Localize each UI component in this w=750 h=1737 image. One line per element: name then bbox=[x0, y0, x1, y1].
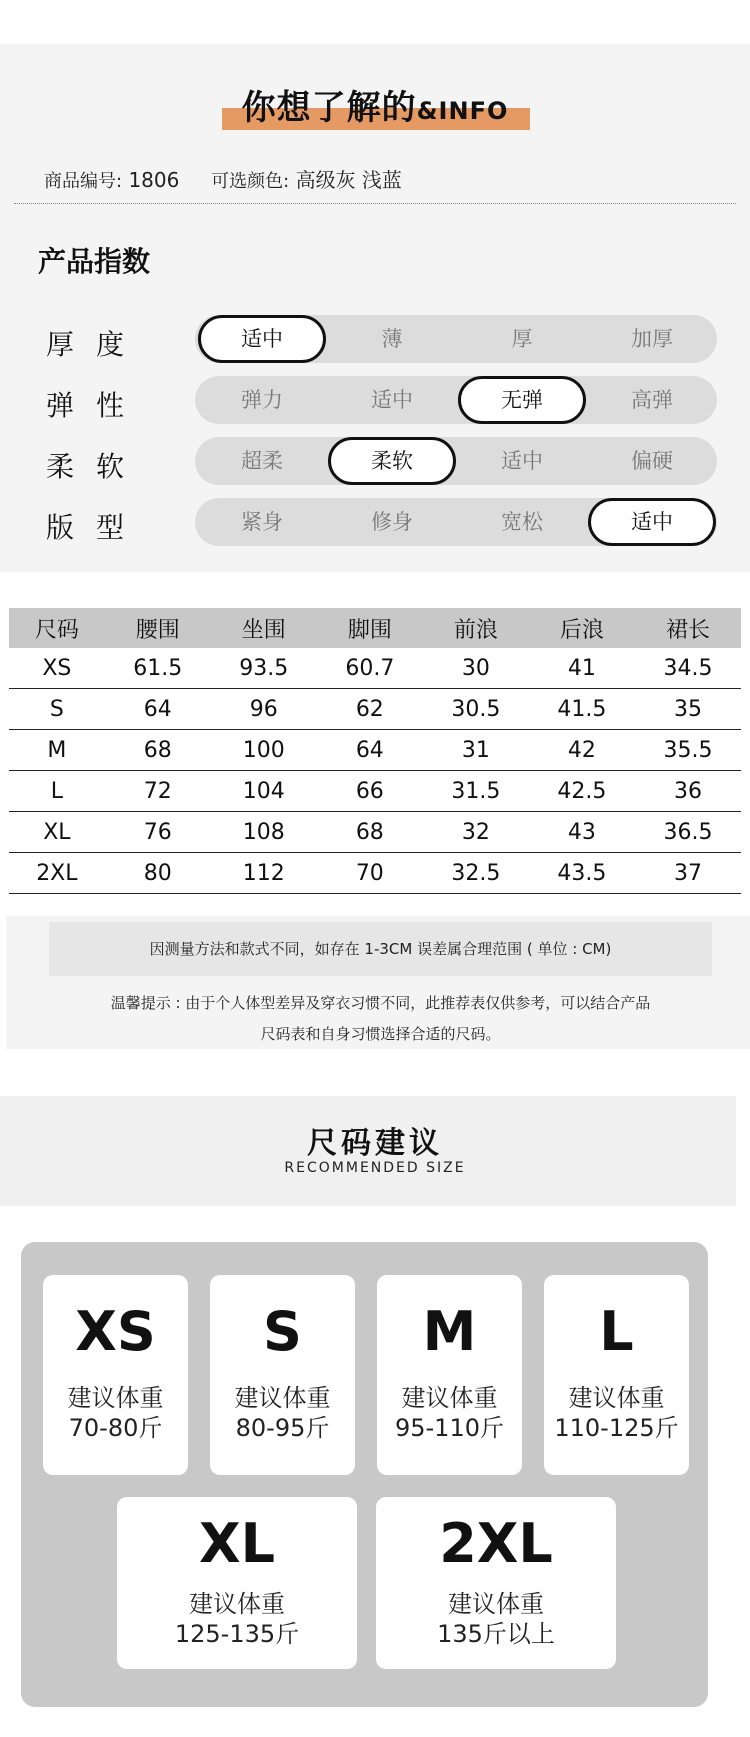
colors-label: 可选颜色: bbox=[211, 171, 290, 192]
index-row-label: 弹性 bbox=[46, 389, 147, 422]
table-cell: 66 bbox=[317, 771, 423, 812]
table-cell: 36.5 bbox=[635, 812, 741, 853]
size-card-size: XS bbox=[75, 1300, 156, 1363]
size-card-weight: 70-80斤 bbox=[68, 1414, 163, 1442]
size-card bbox=[376, 1497, 616, 1669]
table-header-row bbox=[9, 608, 741, 648]
table-row bbox=[9, 853, 741, 894]
table-cell: XS bbox=[9, 648, 105, 689]
size-card-size: L bbox=[599, 1300, 634, 1363]
table-row bbox=[9, 648, 741, 689]
table-cell: 32.5 bbox=[423, 853, 529, 894]
table-cell: 62 bbox=[317, 689, 423, 730]
table-cell: 61.5 bbox=[105, 648, 211, 689]
index-option: 适中 bbox=[198, 315, 326, 363]
index-track bbox=[195, 437, 717, 485]
title-en: &INFO bbox=[416, 97, 509, 125]
table-cell: 35 bbox=[635, 689, 741, 730]
index-option: 偏硬 bbox=[631, 449, 673, 473]
table-cell: S bbox=[9, 689, 105, 730]
table-row bbox=[9, 771, 741, 812]
size-card-label: 建议体重 bbox=[67, 1384, 164, 1412]
table-cell: 42.5 bbox=[529, 771, 635, 812]
index-option: 无弹 bbox=[458, 376, 586, 424]
table-cell: 34.5 bbox=[635, 648, 741, 689]
table-cell: 30.5 bbox=[423, 689, 529, 730]
index-row-label: 厚度 bbox=[46, 328, 147, 361]
size-card bbox=[117, 1497, 357, 1669]
size-card-size: S bbox=[263, 1300, 302, 1363]
size-card bbox=[544, 1275, 689, 1475]
index-option: 适中 bbox=[371, 388, 413, 412]
tip-line-2: 尺码表和自身习惯选择合适的尺码。 bbox=[260, 1025, 501, 1043]
index-option: 修身 bbox=[371, 510, 413, 534]
table-cell: 112 bbox=[211, 853, 317, 894]
index-row bbox=[0, 376, 750, 426]
index-title: 产品指数 bbox=[38, 245, 151, 278]
table-cell: 68 bbox=[105, 730, 211, 771]
table-header-cell: 后浪 bbox=[529, 608, 635, 648]
index-row bbox=[0, 437, 750, 487]
table-cell: 36 bbox=[635, 771, 741, 812]
table-header-cell: 腰围 bbox=[105, 608, 211, 648]
item-no: 1806 bbox=[128, 168, 180, 192]
size-card-label: 建议体重 bbox=[568, 1384, 665, 1412]
table-cell: 68 bbox=[317, 812, 423, 853]
size-card-label: 建议体重 bbox=[234, 1384, 331, 1412]
title-cn: 你想了解的 bbox=[241, 88, 417, 128]
size-card-label: 建议体重 bbox=[401, 1384, 498, 1412]
index-track bbox=[195, 315, 717, 363]
recommend-subtitle: RECOMMENDED SIZE bbox=[284, 1160, 466, 1176]
size-card-size: 2XL bbox=[439, 1512, 553, 1575]
size-card-weight: 110-125斤 bbox=[554, 1414, 679, 1442]
size-card bbox=[210, 1275, 355, 1475]
size-table bbox=[9, 608, 741, 894]
index-option: 加厚 bbox=[631, 327, 673, 351]
table-cell: 37 bbox=[635, 853, 741, 894]
table-header-cell: 前浪 bbox=[423, 608, 529, 648]
table-cell: 72 bbox=[105, 771, 211, 812]
recommend-title: 尺码建议 bbox=[307, 1126, 443, 1161]
index-option: 高弹 bbox=[631, 388, 673, 412]
table-header-cell: 脚围 bbox=[317, 608, 423, 648]
index-row bbox=[0, 315, 750, 365]
table-cell: L bbox=[9, 771, 105, 812]
index-option: 紧身 bbox=[241, 510, 283, 534]
table-header-cell: 尺码 bbox=[9, 608, 105, 648]
size-card-label: 建议体重 bbox=[448, 1590, 544, 1618]
size-card-label: 建议体重 bbox=[189, 1590, 285, 1618]
size-card-weight: 95-110斤 bbox=[394, 1414, 504, 1442]
table-cell: 108 bbox=[211, 812, 317, 853]
table-row bbox=[9, 812, 741, 853]
dotted-divider bbox=[14, 203, 736, 204]
index-track bbox=[195, 498, 717, 546]
table-cell: 2XL bbox=[9, 853, 105, 894]
index-option: 适中 bbox=[588, 498, 716, 546]
table-cell: 64 bbox=[317, 730, 423, 771]
size-card-weight: 80-95斤 bbox=[235, 1414, 330, 1442]
table-header-cell: 裙长 bbox=[635, 608, 741, 648]
table-cell: 80 bbox=[105, 853, 211, 894]
table-cell: 100 bbox=[211, 730, 317, 771]
table-cell: 104 bbox=[211, 771, 317, 812]
index-track bbox=[195, 376, 717, 424]
tip-line-1: 温馨提示 : 由于个人体型差异及穿衣习惯不同，此推荐表仅供参考，可以结合产品 bbox=[110, 994, 651, 1012]
table-row bbox=[9, 689, 741, 730]
table-cell: 76 bbox=[105, 812, 211, 853]
index-option: 超柔 bbox=[241, 449, 283, 473]
size-card-weight: 135斤以上 bbox=[437, 1620, 555, 1648]
table-cell: 70 bbox=[317, 853, 423, 894]
measure-note: 因测量方法和款式不同，如存在 1-3CM 误差属合理范围 ( 单位 : CM) bbox=[49, 922, 712, 976]
table-cell: 41 bbox=[529, 648, 635, 689]
size-card bbox=[43, 1275, 188, 1475]
size-card-size: M bbox=[422, 1300, 477, 1363]
table-cell: 31 bbox=[423, 730, 529, 771]
index-option: 柔软 bbox=[328, 437, 456, 485]
table-cell: 30 bbox=[423, 648, 529, 689]
index-row bbox=[0, 498, 750, 548]
index-option: 薄 bbox=[381, 327, 403, 351]
index-option: 厚 bbox=[511, 327, 533, 351]
table-cell: 35.5 bbox=[635, 730, 741, 771]
size-card bbox=[377, 1275, 522, 1475]
table-row bbox=[9, 730, 741, 771]
table-cell: 31.5 bbox=[423, 771, 529, 812]
table-cell: 93.5 bbox=[211, 648, 317, 689]
colors-value: 高级灰 浅蓝 bbox=[295, 168, 402, 192]
table-cell: 32 bbox=[423, 812, 529, 853]
table-cell: M bbox=[9, 730, 105, 771]
index-option: 弹力 bbox=[241, 388, 283, 412]
table-cell: 60.7 bbox=[317, 648, 423, 689]
table-cell: XL bbox=[9, 812, 105, 853]
table-cell: 42 bbox=[529, 730, 635, 771]
product-meta bbox=[44, 164, 402, 193]
table-cell: 43.5 bbox=[529, 853, 635, 894]
tip-note bbox=[49, 988, 712, 1050]
size-card-weight: 125-135斤 bbox=[174, 1620, 300, 1648]
page-title bbox=[0, 80, 750, 129]
table-header-cell: 坐围 bbox=[211, 608, 317, 648]
size-card-size: XL bbox=[198, 1512, 276, 1575]
table-cell: 96 bbox=[211, 689, 317, 730]
index-row-label: 柔软 bbox=[46, 450, 147, 483]
table-cell: 41.5 bbox=[529, 689, 635, 730]
index-option: 适中 bbox=[501, 449, 543, 473]
table-cell: 43 bbox=[529, 812, 635, 853]
index-option: 宽松 bbox=[501, 510, 543, 534]
index-row-label: 版型 bbox=[46, 511, 147, 544]
table-cell: 64 bbox=[105, 689, 211, 730]
item-no-label: 商品编号: bbox=[44, 171, 123, 192]
